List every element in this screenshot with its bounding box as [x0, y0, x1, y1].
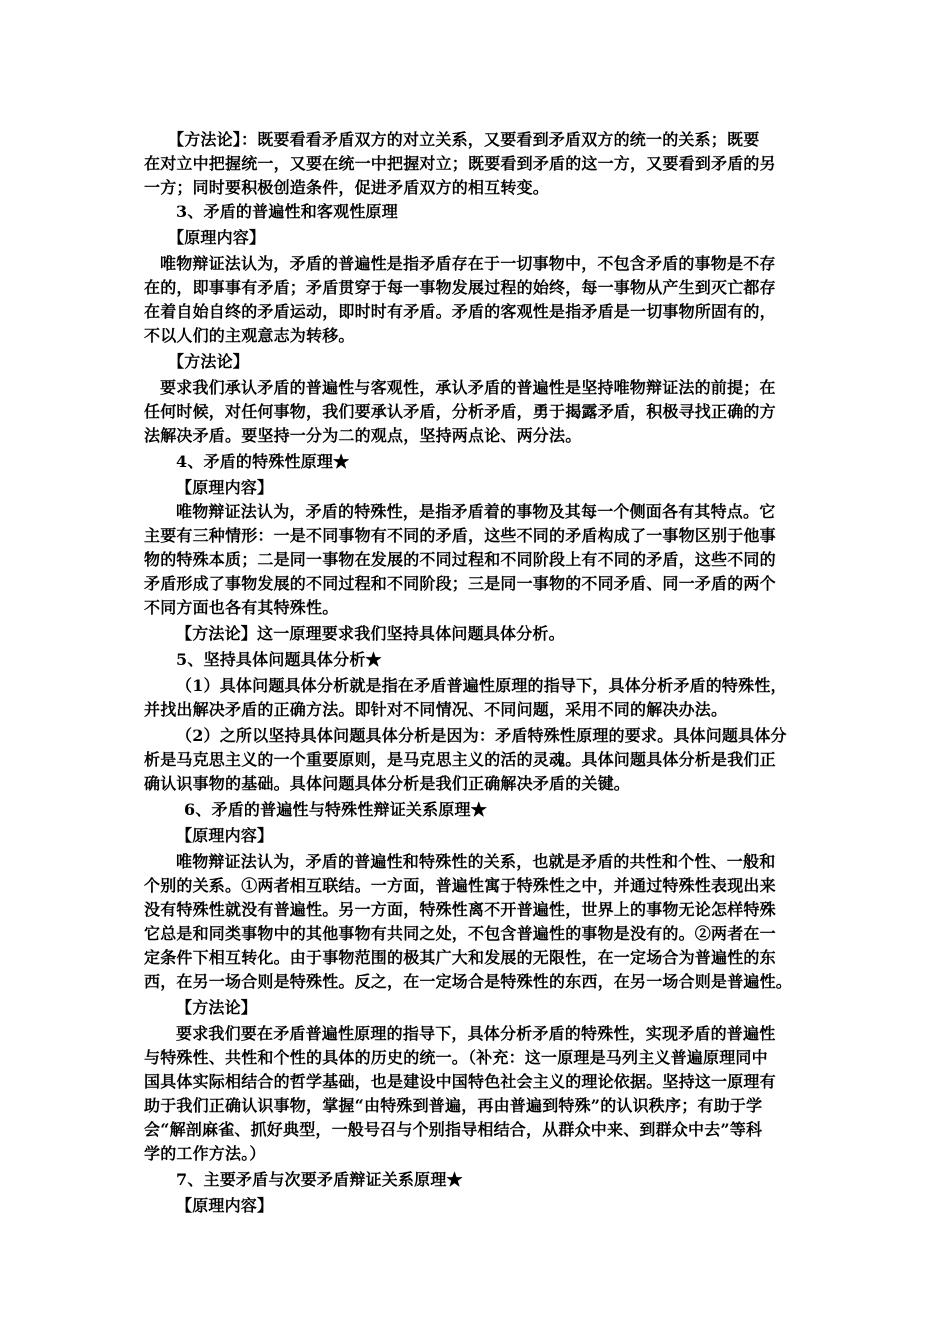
section-heading: 6、矛盾的普遍性与特殊性辩证关系原理★ [184, 800, 487, 819]
text-line: 并找出解决矛盾的正确方法。即针对不同情况、不同问题，采用不同的解决办法。 [144, 700, 728, 719]
text-line: 析是马克思主义的一个重要原则，是马克思主义的活的灵魂。具体问题具体分析是我们正 [144, 750, 776, 769]
text-line: 确认识事物的基础。具体问题具体分析是我们正确解决矛盾的关键。 [144, 774, 631, 793]
text-line: 【方法论】这一原理要求我们坚持具体问题具体分析。 [176, 624, 565, 643]
text-line: 国具体实际相结合的哲学基础，也是建设中国特色社会主义的理论依据。坚持这一原理有 [144, 1072, 776, 1091]
text-line: 唯物辩证法认为，矛盾的普遍性是指矛盾存在于一切事物中，不包含矛盾的事物是不存 [160, 254, 776, 273]
subheading: 【原理内容】 [176, 826, 274, 845]
text-line: （2）之所以坚持具体问题具体分析是因为：矛盾特殊性原理的要求。具体问题具体分 [176, 726, 787, 745]
text-line: 它总是和同类事物中的其他事物有共同之处，不包含普遍性的事物是没有的。②两者在一 [144, 924, 776, 943]
text-line: 主要有三种情形：一是不同事物有不同的矛盾，这些不同的矛盾构成了一事物区别于他事 [144, 526, 776, 545]
text-line: 定条件下相互转化。由于事物范围的极其广大和发展的无限性，在一定场合为普遍性的东 [144, 948, 776, 967]
text-line: 在的，即事事有矛盾；矛盾贯穿于每一事物发展过程的始终，每一事物从产生到灭亡都存 [144, 278, 776, 297]
text-line: （1）具体问题具体分析就是指在矛盾普遍性原理的指导下，具体分析矛盾的特殊性， [176, 676, 787, 695]
text-line: 会“解剖麻雀、抓好典型，一般号召与个别指导相结合，从群众中来、到群众中去”等科 [144, 1120, 763, 1139]
subheading: 【方法论】 [176, 998, 258, 1017]
section-heading: 3、矛盾的普遍性和客观性原理 [176, 202, 398, 221]
section-heading: 5、坚持具体问题具体分析★ [176, 650, 382, 669]
subheading: 【原理内容】 [168, 228, 266, 247]
text-line: 在着自始自终的矛盾运动，即时时有矛盾。矛盾的客观性是指矛盾是一切事物所固有的， [144, 302, 776, 321]
subheading: 【原理内容】 [176, 478, 274, 497]
text-line: 助于我们正确认识事物，掌握“由特殊到普遍，再由普遍到特殊”的认识秩序；有助于学 [144, 1096, 763, 1115]
text-line: 唯物辩证法认为，矛盾的普遍性和特殊性的关系，也就是矛盾的共性和个性、一般和 [176, 852, 776, 871]
text-line: 不同方面也各有其特殊性。 [144, 598, 339, 617]
text-line: 与特殊性、共性和个性的具体的历史的统一。（补充：这一原理是马列主义普遍原理同中 [144, 1048, 768, 1067]
text-line: 西，在另一场合则是特殊性。反之，在一定场合是特殊性的东西，在另一场合则是普遍性。 [144, 972, 793, 991]
subheading: 【方法论】 [168, 352, 250, 371]
text-line: 一方；同时要积极创造条件，促进矛盾双方的相互转变。 [144, 178, 550, 197]
section-heading: 7、主要矛盾与次要矛盾辩证关系原理★ [176, 1170, 463, 1189]
text-line: 在对立中把握统一，又要在统一中把握对立；既要看到矛盾的这一方，又要看到矛盾的另 [144, 154, 776, 173]
text-line: 学的工作方法。） [144, 1144, 266, 1163]
text-line: 物的特殊本质；二是同一事物在发展的不同过程和不同阶段上有不同的矛盾，这些不同的 [144, 550, 776, 569]
text-line: 【方法论】：既要看看矛盾双方的对立关系，又要看到矛盾双方的统一的关系；既要 [168, 130, 760, 149]
text-line: 要求我们要在矛盾普遍性原理的指导下，具体分析矛盾的特殊性，实现矛盾的普遍性 [176, 1024, 776, 1043]
text-line: 要求我们承认矛盾的普遍性与客观性，承认矛盾的普遍性是坚持唯物辩证法的前提；在 [160, 378, 776, 397]
text-line: 任何时候，对任何事物，我们要承认矛盾，分析矛盾，勇于揭露矛盾，积极寻找正确的方 [144, 402, 776, 421]
text-line: 唯物辩证法认为，矛盾的特殊性，是指矛盾着的事物及其每一个侧面各有其特点。它 [176, 502, 776, 521]
text-line: 法解决矛盾。要坚持一分为二的观点，坚持两点论、两分法。 [144, 426, 582, 445]
section-heading: 4、矛盾的特殊性原理★ [176, 452, 350, 471]
text-line: 不以人们的主观意志为转移。 [144, 326, 355, 345]
text-line: 没有特殊性就没有普遍性。另一方面，特殊性离不开普遍性，世界上的事物无论怎样特殊 [144, 900, 776, 919]
subheading: 【原理内容】 [176, 1196, 274, 1215]
text-line: 矛盾形成了事物发展的不同过程和不同阶段；三是同一事物的不同矛盾、同一矛盾的两个 [144, 574, 776, 593]
text-line: 个别的关系。①两者相互联结。一方面，普遍性寓于特殊性之中，并通过特殊性表现出来 [144, 876, 776, 895]
